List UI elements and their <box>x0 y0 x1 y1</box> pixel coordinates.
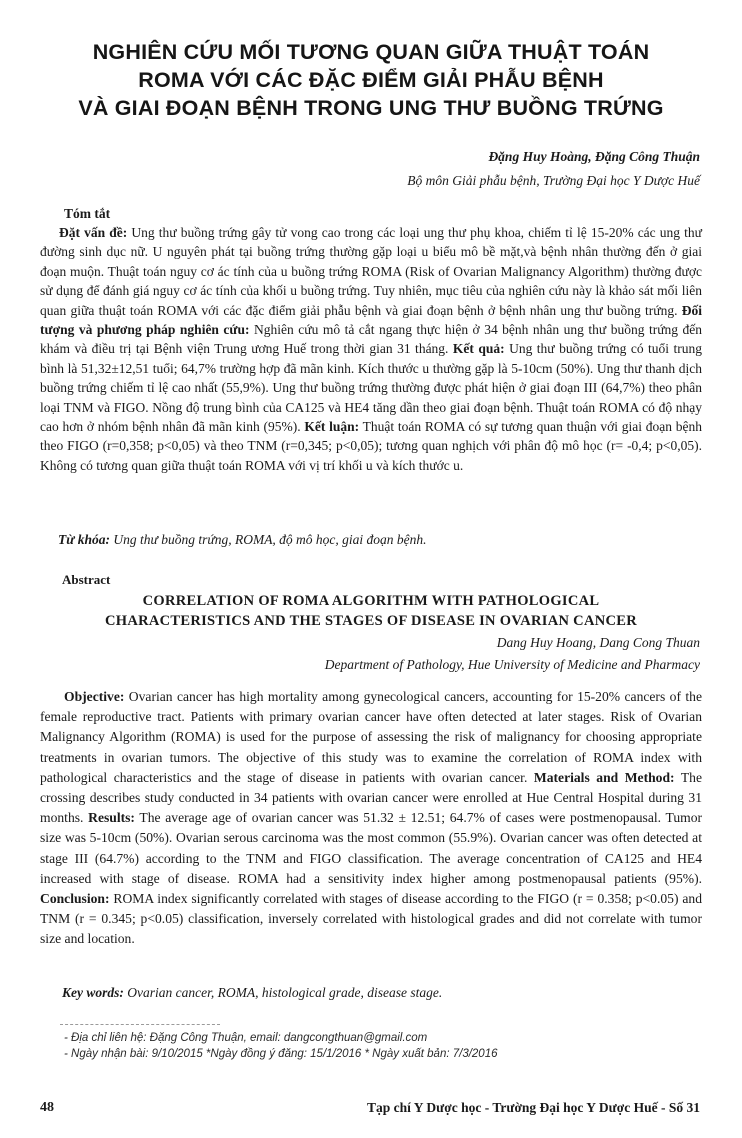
english-abstract <box>40 687 702 950</box>
section-label-results: Results: <box>88 810 135 826</box>
vietnamese-title <box>40 38 702 122</box>
keywords-text: Ung thư buồng trứng, ROMA, độ mô học, giai đoạn bệnh. <box>109 532 427 547</box>
section-label-background: Đặt vấn đề: <box>59 225 128 240</box>
footnotes <box>64 1030 498 1062</box>
summary-heading: Tóm tắt <box>64 206 111 221</box>
section-label-methods: Đối tượng và phương pháp nghiên cứu: <box>40 302 702 338</box>
english-title <box>40 591 702 631</box>
title-line: NGHIÊN CỨU MỐI TƯƠNG QUAN GIỮA THUẬT TOÁN <box>92 40 650 64</box>
keywords-text: Ovarian cancer, ROMA, histological grade, disease stage. <box>123 985 443 1000</box>
vietnamese-authors: Đặng Huy Hoàng, Đặng Công Thuận <box>488 149 700 164</box>
footnote-dates: - Ngày nhận bài: 9/10/2015 *Ngày đồng ý đăng: 15/1/2016 * Ngày xuất bản: 7/3/2016 <box>64 1048 498 1060</box>
journal-footer: Tạp chí Y Dược học - Trường Đại học Y Dược Huế - Số 31 <box>367 1100 700 1115</box>
keywords-label: Key words: <box>62 985 124 1000</box>
title-line: CORRELATION OF ROMA ALGORITHM WITH PATHOLOGICAL <box>142 593 600 609</box>
footnote-divider <box>60 1024 220 1025</box>
section-label-methods: Materials and Method: <box>533 769 675 785</box>
english-authors: Dang Huy Hoang, Dang Cong Thuan <box>496 635 700 650</box>
section-text: Nghiên cứu mô tả cắt ngang thực hiện ở 34 bệnh nhân ung thư buồng trứng đến khám và điều trị tại Bệnh viện Trung ương Huế trong thời gian 31 tháng. <box>40 322 702 357</box>
title-line: VÀ GIAI ĐOẠN BỆNH TRONG UNG THƯ BUỒNG TRỨNG <box>78 96 664 120</box>
section-text: Ung thư buồng trứng có tuổi trung bình là 51,32±12,51 tuổi; 64,7% trường hợp đã mãn kinh. Kích thước u thường gặp là 5-10cm (50%). Ung thư thanh dịch buồng trứng chiếm tỉ lệ cao nhất (55,9%). Ung thư buồng trứng thường được phát hiện ở giai đoạn III (64,7%) theo phân loại TNM và FIGO. Nồng độ trung bình của CA125 và HE4 tăng dần theo giai đoạn bệnh. Thuật toán ROMA có độ nhạy cao hơn ở nhóm bệnh nhân đã mãn kinh (95%). <box>40 341 702 435</box>
section-text: Ung thư buồng trứng gây tử vong cao trong các loại ung thư phụ khoa, chiếm tỉ lệ 15-20% các ung thư đường sinh dục nữ. U nguyên phát tại buồng trứng thường gặp loại u biểu mô bề mặt,và bệnh nhân thường đến ở giai đoạn muộn. Thuật toán nguy cơ ác tính của u buồng trứng ROMA (Risk of Ovarian Malignancy Algorithm) thường được sử dụng để đánh giá nguy cơ ác tính của khối u buồng trứng. Tuy nhiên, mục tiêu của nghiên cứu này là khảo sát mối liên quan giữa thuật toán ROMA với các đặc điểm giải phẫu bệnh và giai đoạn bệnh ở bệnh nhân ung thư buồng trứng. <box>40 225 702 318</box>
section-label-conclusion: Conclusion: <box>40 891 110 907</box>
section-label-results: Kết quả: <box>452 341 505 357</box>
english-affiliation: Department of Pathology, Hue University of Medicine and Pharmacy <box>324 657 700 672</box>
vietnamese-abstract <box>40 223 702 475</box>
keywords-label: Từ khóa: <box>58 532 110 547</box>
page-number: 48 <box>40 1100 54 1115</box>
vietnamese-keywords <box>58 532 427 548</box>
section-text: The crossing describes study conducted in 34 patients with ovarian cancer were enrolled at Hue Central Hospital during 31 months. <box>40 769 702 826</box>
section-text: The average age of ovarian cancer was 51.32 ± 12.51; 64.7% of cases were postmenopausal. Tumor size was 5-10cm (50%). Ovarian serous carcinoma was the most common (55.9%). Ovarian cancer was often detected at stage III (64.7%) according to the TNM and FIGO classification. The average concentration of CA125 and HE4 increased with stage of disease. ROMA had a sensitivity index higher among postmenopausal patients (95%). <box>40 810 703 886</box>
abstract-heading: Abstract <box>62 572 111 587</box>
section-text: ROMA index significantly correlated with stages of disease according to the FIGO (r = 0.358; p<0.05) and TNM (r = 0.345; p<0.05) classification, inversely correlated with histological grades and did not correlate with tumor size and location. <box>40 891 702 947</box>
title-line: ROMA VỚI CÁC ĐẶC ĐIỂM GIẢI PHẪU BỆNH <box>138 68 604 92</box>
english-keywords <box>62 985 442 1001</box>
section-label-conclusion: Kết luận: <box>304 419 360 435</box>
section-text: Ovarian cancer has high mortality among gynecological cancers, accounting for 15-20% cancers of the female reproductive tract. Patients with primary ovarian cancer have often detected at later stages. Risk of Ovarian Malignancy Algorithm (ROMA) is used for the purpose of assessing the risk of malignancy for choosing appropriate treatments in ovarian tumors. The objective of this study was to examine the correlation of ROMA index with pathological characteristics and the stage of disease in patients with ovarian cancer. <box>40 689 702 785</box>
abstract-paragraph <box>40 687 702 950</box>
section-text: Thuật toán ROMA có sự tương quan thuận với giai đoạn bệnh theo FIGO (r=0,358; p<0,05) và theo TNM (r=0,345; p<0,05); tương quan nghịch với phân độ mô học (r= -0,4; p<0,05). Không có tương quan giữa thuật toán ROMA với vị trí khối u và kích thước u. <box>40 419 703 473</box>
vietnamese-affiliation: Bộ môn Giải phẫu bệnh, Trường Đại học Y Dược Huế <box>407 173 700 188</box>
section-label-objective: Objective: <box>64 689 125 704</box>
title-line: CHARACTERISTICS AND THE STAGES OF DISEASE IN OVARIAN CANCER <box>104 613 638 629</box>
footnote-contact: - Địa chỉ liên hệ: Đặng Công Thuận, email: dangcongthuan@gmail.com <box>64 1032 428 1044</box>
abstract-paragraph <box>40 223 702 475</box>
